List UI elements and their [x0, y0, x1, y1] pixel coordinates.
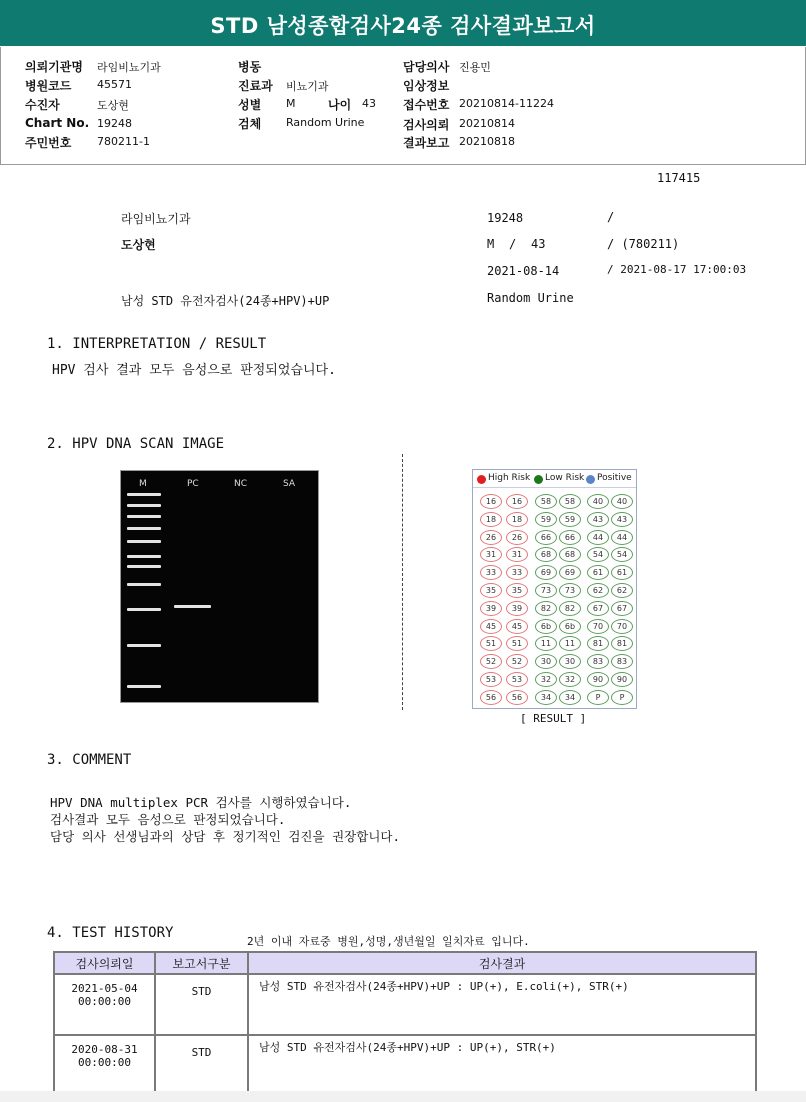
comment-line: HPV DNA multiplex PCR 검사를 시행하였습니다. [50, 795, 352, 810]
hpv-type-marker: 90 [611, 672, 633, 687]
summary-received: 2021-08-14 [487, 264, 560, 278]
hpv-type-marker: 34 [559, 690, 581, 705]
age-label: 나이 [328, 98, 352, 112]
ward-label: 병동 [238, 60, 262, 74]
hpv-type-marker: 70 [611, 619, 633, 634]
section-interpretation-title: 1. INTERPRETATION / RESULT [47, 336, 267, 352]
hpv-type-marker: 30 [559, 654, 581, 669]
hpv-type-marker: 34 [535, 690, 557, 705]
hpv-type-marker: 81 [587, 636, 609, 651]
history-type: STD [155, 1035, 248, 1096]
gel-lane-label: M [139, 479, 147, 489]
legend-dot [477, 475, 486, 484]
summary-chart: 19248 [487, 211, 524, 225]
hpv-type-marker: 39 [480, 601, 502, 616]
summary-specimen: Random Urine [487, 291, 574, 305]
hpv-type-marker: 54 [611, 547, 633, 562]
summary-test-name: 남성 STD 유전자검사(24종+HPV)+UP [121, 294, 330, 308]
hpv-type-marker: 54 [587, 547, 609, 562]
hpv-type-marker: 73 [535, 583, 557, 598]
history-result: 남성 STD 유전자검사(24종+HPV)+UP : UP(+), E.coli(+), STR(+) [248, 974, 756, 1035]
hpv-type-marker: 83 [587, 654, 609, 669]
summary-patient: 도상현 [121, 238, 156, 252]
summary-separator: / [607, 210, 615, 224]
hpv-type-marker: 67 [587, 601, 609, 616]
hpv-type-marker: 32 [535, 672, 557, 687]
age-value: 43 [362, 97, 376, 110]
hpv-type-marker: 51 [480, 636, 502, 651]
patient-label: 수진자 [25, 98, 60, 112]
table-row [54, 1035, 756, 1096]
summary-age: 43 [531, 237, 546, 251]
hpv-type-marker: 11 [535, 636, 557, 651]
summary-reported: / 2021-08-17 17:00:03 [607, 263, 747, 276]
hpv-type-marker: 69 [535, 565, 557, 580]
hpv-type-marker: 51 [506, 636, 528, 651]
hpv-type-marker: 33 [480, 565, 502, 580]
hpv-type-marker: 35 [480, 583, 502, 598]
summary-sex-separator: / [509, 237, 517, 251]
history-date: 2021-05-04 [71, 982, 138, 995]
hpv-type-marker: 58 [535, 494, 557, 509]
doctor-label: 담당의사 [403, 60, 450, 74]
resident-no-label: 주민번호 [25, 136, 72, 150]
hpv-type-marker: 40 [587, 494, 609, 509]
divider-line [402, 454, 403, 710]
history-table [53, 951, 757, 1097]
hpv-type-marker: 43 [611, 512, 633, 527]
gel-image [120, 470, 319, 703]
history-type: STD [155, 974, 248, 1035]
history-header-result: 검사결과 [248, 952, 756, 974]
hpv-type-marker: 83 [611, 654, 633, 669]
gel-lane-label: NC [234, 479, 248, 489]
page-footer [0, 1091, 806, 1102]
hpv-type-marker: 26 [480, 530, 502, 545]
summary-id: / (780211) [607, 237, 680, 251]
hpv-type-marker: 45 [480, 619, 502, 634]
report-number: 117415 [657, 171, 701, 185]
report-date-label: 결과보고 [403, 136, 450, 150]
history-date-cell [54, 1035, 155, 1096]
marker-band [127, 685, 161, 688]
history-header-type: 보고서구분 [155, 952, 248, 974]
hpv-type-marker: 53 [506, 672, 528, 687]
table-row [54, 974, 756, 1035]
hpv-type-marker: 56 [480, 690, 502, 705]
hpv-type-marker: 43 [587, 512, 609, 527]
marker-band [127, 583, 161, 586]
chart-no-value: 19248 [97, 117, 132, 130]
hpv-type-marker: 68 [535, 547, 557, 562]
hpv-type-marker: 56 [506, 690, 528, 705]
report-date-value: 20210818 [459, 135, 515, 148]
hpv-type-marker: 58 [559, 494, 581, 509]
hpv-type-marker: 18 [480, 512, 502, 527]
chart-no-label: Chart No. [25, 116, 90, 130]
legend-label: Low Risk [545, 473, 585, 483]
hpv-type-marker: 59 [535, 512, 557, 527]
department-label: 진료과 [238, 79, 273, 93]
hpv-type-marker: 39 [506, 601, 528, 616]
hpv-type-marker: 45 [506, 619, 528, 634]
hpv-type-marker: 66 [559, 530, 581, 545]
resident-no-value: 780211-1 [97, 135, 150, 148]
legend-label: High Risk [488, 473, 531, 483]
history-time: 00:00:00 [78, 995, 131, 1008]
department-value: 비뇨기과 [286, 80, 329, 93]
hpv-type-marker: 59 [559, 512, 581, 527]
hpv-type-marker: 6b [535, 619, 557, 634]
hpv-type-marker: 16 [506, 494, 528, 509]
hpv-type-marker: 70 [587, 619, 609, 634]
hospital-label: 의뢰기관명 [25, 60, 83, 74]
request-date-label: 검사의뢰 [403, 118, 450, 132]
hpv-type-marker: 62 [611, 583, 633, 598]
hpv-type-marker: 30 [535, 654, 557, 669]
sex-label: 성별 [238, 98, 262, 112]
specimen-label: 검체 [238, 117, 262, 131]
marker-band [127, 608, 161, 611]
hpv-type-marker: 16 [480, 494, 502, 509]
marker-band [127, 565, 161, 568]
hpv-type-marker: 68 [559, 547, 581, 562]
hospital-value: 라임비뇨기과 [97, 61, 161, 74]
hpv-type-marker: 69 [559, 565, 581, 580]
hpv-type-marker: 61 [587, 565, 609, 580]
patient-info-box [0, 47, 806, 165]
history-result: 남성 STD 유전자검사(24종+HPV)+UP : UP(+), STR(+) [248, 1035, 756, 1096]
hpv-type-marker: 26 [506, 530, 528, 545]
hpv-type-marker: 62 [587, 583, 609, 598]
report-title: STD 남성종합검사24종 검사결과보고서 [0, 0, 806, 46]
specimen-value: Random Urine [286, 116, 365, 129]
history-date: 2020-08-31 [71, 1043, 138, 1056]
result-caption: [ RESULT ] [520, 712, 587, 725]
legend-dot [586, 475, 595, 484]
history-note: 2년 이내 자료중 병원,성명,생년월일 일치자료 입니다. [247, 935, 530, 948]
hpv-type-marker: 40 [611, 494, 633, 509]
hpv-type-marker: 33 [506, 565, 528, 580]
comment-line: 검사결과 모두 음성으로 판정되었습니다. [50, 812, 286, 827]
marker-band [127, 515, 161, 518]
doctor-value: 진용민 [459, 61, 491, 74]
hpv-type-marker: P [611, 690, 633, 705]
hpv-type-marker: 82 [559, 601, 581, 616]
pc-band [174, 605, 211, 608]
hpv-type-marker: 11 [559, 636, 581, 651]
gel-lane-label: SA [283, 479, 296, 489]
hpv-type-marker: 52 [480, 654, 502, 669]
hpv-type-marker: 73 [559, 583, 581, 598]
legend-label: Positive [597, 473, 632, 483]
section-history-title: 4. TEST HISTORY [47, 925, 174, 941]
request-date-value: 20210814 [459, 117, 515, 130]
hpv-type-marker: 53 [480, 672, 502, 687]
hpv-type-marker: 90 [587, 672, 609, 687]
receipt-no-label: 접수번호 [403, 98, 450, 112]
section-scan-title: 2. HPV DNA SCAN IMAGE [47, 436, 225, 452]
receipt-no-value: 20210814-11224 [459, 97, 554, 110]
hpv-type-marker: P [587, 690, 609, 705]
hpv-type-marker: 82 [535, 601, 557, 616]
hpv-type-marker: 18 [506, 512, 528, 527]
marker-band [127, 527, 161, 530]
marker-band [127, 504, 161, 507]
marker-band [127, 493, 161, 496]
hpv-type-marker: 61 [611, 565, 633, 580]
gel-lane-label: PC [187, 479, 199, 489]
summary-hospital: 라임비뇨기과 [121, 212, 191, 226]
hpv-type-marker: 32 [559, 672, 581, 687]
hpv-type-marker: 44 [587, 530, 609, 545]
marker-band [127, 644, 161, 647]
hpv-type-marker: 31 [480, 547, 502, 562]
history-date-cell [54, 974, 155, 1035]
history-time: 00:00:00 [78, 1056, 131, 1069]
hpv-type-marker: 52 [506, 654, 528, 669]
comment-line: 담당 의사 선생님과의 상담 후 정기적인 검진을 권장합니다. [50, 829, 401, 844]
marker-band [127, 555, 161, 558]
hpv-type-marker: 67 [611, 601, 633, 616]
hpv-type-marker: 66 [535, 530, 557, 545]
hpv-type-marker: 44 [611, 530, 633, 545]
hpv-type-marker: 31 [506, 547, 528, 562]
marker-band [127, 540, 161, 543]
hpv-type-marker: 6b [559, 619, 581, 634]
hospital-code-value: 45571 [97, 78, 132, 91]
hpv-type-marker: 35 [506, 583, 528, 598]
interpretation-text: HPV 검사 결과 모두 음성으로 판정되었습니다. [52, 363, 336, 378]
hpv-result-grid [472, 469, 637, 709]
section-comment-title: 3. COMMENT [47, 752, 132, 768]
summary-sex: M [487, 237, 495, 251]
hospital-code-label: 병원코드 [25, 79, 72, 93]
hpv-type-marker: 81 [611, 636, 633, 651]
clinical-info-label: 임상정보 [403, 79, 450, 93]
sex-value: M [286, 97, 296, 110]
legend-dot [534, 475, 543, 484]
patient-value: 도상현 [97, 99, 129, 112]
legend-divider [473, 487, 636, 488]
history-header-date: 검사의뢰일 [54, 952, 155, 974]
